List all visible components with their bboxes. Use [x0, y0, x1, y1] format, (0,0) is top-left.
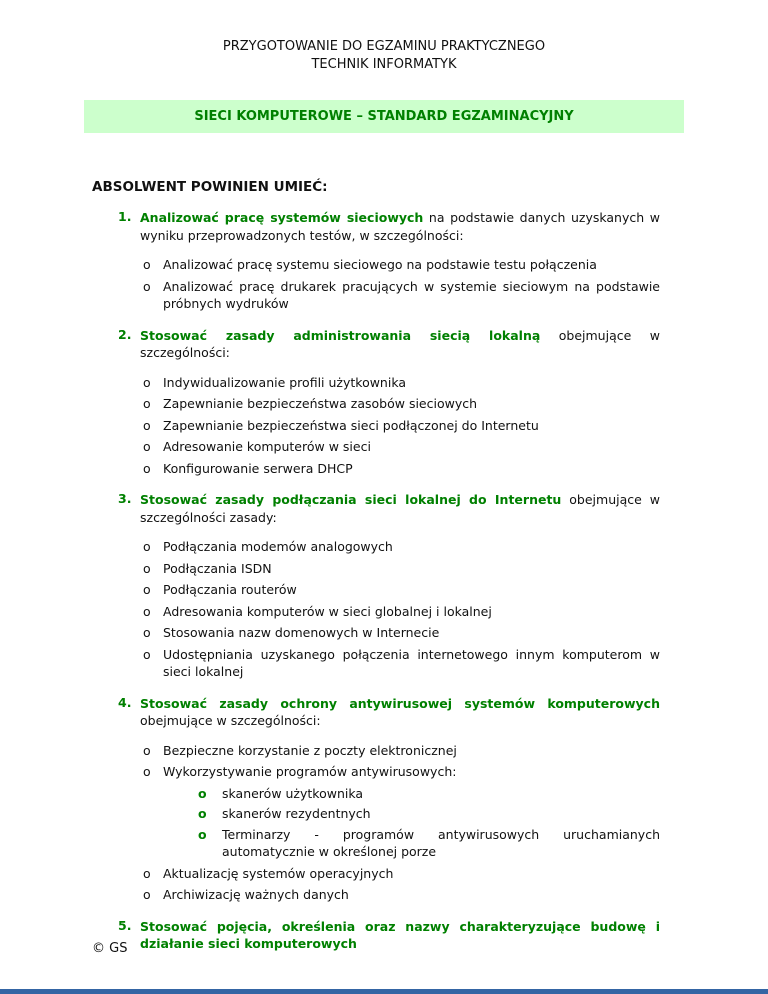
bullet-marker: o [143, 582, 151, 597]
bullet-marker: o [143, 257, 151, 272]
bullet-item [92, 256, 660, 274]
bullet-text: Aktualizację systemów operacyjnych [163, 865, 394, 881]
bullet-marker: o [143, 396, 151, 411]
sub-bullet-item [92, 785, 660, 803]
bullet-text: Indywidualizowanie profili użytkownika [163, 374, 407, 390]
sub-bullet-text: skanerów rezydentnych [222, 806, 371, 821]
bullet-text: Zapewnianie bezpieczeństwa sieci podłączonej do Internetu [163, 417, 539, 433]
sub-bullet-marker: o [198, 806, 207, 821]
bullet-text: Archiwizację ważnych danych [163, 887, 349, 902]
bullet-marker: o [143, 374, 151, 390]
bullet-text: Podłączania modemów analogowych [163, 539, 393, 554]
bullet-marker: o [143, 439, 151, 454]
doc-header-line1: PRZYGOTOWANIE DO EGZAMINU PRAKTYCZNEGO [222, 39, 546, 54]
bullet-item [92, 438, 660, 456]
item-lead: Stosować zasady podłączania sieci lokalnej do Internetu [140, 492, 562, 507]
exam-banner [84, 100, 684, 133]
bullet-item [92, 460, 660, 478]
list-item [92, 695, 660, 730]
bullet-item [92, 417, 660, 435]
bullet-item [92, 763, 660, 781]
list-item [92, 491, 660, 526]
bullet-marker: o [143, 764, 151, 779]
bullet-text: Bezpieczne korzystanie z poczty elektronicznej [163, 742, 457, 758]
item-rest: na podstawie danych uzyskanych w wyniku przeprowadzonych testów, w szczególności: [140, 210, 660, 243]
requirements-list [92, 209, 660, 953]
bullet-item [92, 538, 660, 556]
bullet-item [92, 581, 660, 599]
item-text [140, 209, 660, 244]
bullet-text: Analizować pracę drukarek pracujących w systemie sieciowym na podstawie próbnych wydruków [163, 278, 660, 311]
bullet-text: Analizować pracę systemu sieciowego na podstawie testu połączenia [163, 257, 597, 272]
bullet-item [92, 278, 660, 313]
bullet-text: Udostępniania uzyskanego połączenia internetowego innym komputerom w sieci lokalnej [163, 646, 660, 679]
bullet-item [92, 603, 660, 621]
bullet-text: Podłączania routerów [163, 582, 297, 597]
bullet-text: Konfigurowanie serwera DHCP [163, 460, 353, 476]
bullet-text: Zapewnianie bezpieczeństwa zasobów sieciowych [163, 396, 478, 411]
list-item [92, 327, 660, 362]
item-lead: Stosować zasady administrowania siecią lokalną [140, 327, 541, 343]
bullet-marker: o [143, 539, 151, 554]
footer-copyright: © GS [92, 941, 128, 956]
item-rest: obejmujące w szczególności: [140, 327, 660, 360]
item-text [140, 491, 660, 526]
sub-bullet-item [92, 805, 660, 823]
section-heading: ABSOLWENT POWINIEN UMIEĆ: [92, 179, 328, 195]
bullet-marker: o [143, 417, 151, 433]
sub-bullet-marker: o [198, 785, 207, 801]
item-number: 2. [118, 326, 132, 342]
item-text [140, 327, 660, 362]
sub-bullet-text: Terminarzy - programów antywirusowych uruchamianych automatycznie w określonej porze [222, 826, 660, 859]
item-lead: Stosować pojęcia, określenia oraz nazwy charakteryzujące budowę i działanie sieci komputerowych [140, 918, 660, 951]
bullet-marker: o [143, 278, 151, 294]
item-number: 5. [118, 917, 132, 933]
document-header [0, 0, 768, 74]
bullet-marker: o [143, 625, 151, 640]
item-rest: obejmujące w szczególności zasady: [140, 492, 660, 525]
bullet-marker: o [143, 460, 151, 476]
sub-bullet-marker: o [198, 826, 207, 842]
bullet-marker: o [143, 560, 151, 576]
bullet-marker: o [143, 646, 151, 662]
doc-header-line2: TECHNIK INFORMATYK [311, 57, 457, 72]
bullet-text: Adresowania komputerów w sieci globalnej i lokalnej [163, 603, 492, 619]
item-rest: obejmujące w szczególności: [140, 713, 321, 728]
bullet-marker: o [143, 742, 151, 758]
bullet-marker: o [143, 887, 151, 902]
bullet-marker: o [143, 865, 151, 881]
bullet-item [92, 865, 660, 883]
window-bottom-edge [0, 989, 768, 994]
bullet-text: Wykorzystywanie programów antywirusowych: [163, 764, 457, 779]
bullet-marker: o [143, 603, 151, 619]
item-number: 3. [118, 491, 132, 506]
banner-title: SIECI KOMPUTEROWE – STANDARD EGZAMINACYJNY [194, 109, 574, 124]
bullet-text: Adresowanie komputerów w sieci [163, 439, 371, 454]
item-number: 4. [118, 694, 132, 710]
sub-bullet-text: skanerów użytkownika [222, 785, 364, 801]
bullet-item [92, 742, 660, 760]
bullet-item [92, 374, 660, 392]
list-item [92, 209, 660, 244]
item-text [140, 918, 660, 953]
item-number: 1. [118, 209, 132, 224]
item-lead: Stosować zasady ochrony antywirusowej systemów komputerowych [140, 695, 660, 711]
bullet-item [92, 395, 660, 413]
bullet-text: Podłączania ISDN [163, 560, 272, 576]
bullet-text: Stosowania nazw domenowych w Internecie [163, 625, 440, 640]
bullet-item [92, 560, 660, 578]
document-content [0, 179, 768, 953]
bullet-item [92, 646, 660, 681]
sub-bullet-item [92, 826, 660, 861]
list-item [92, 918, 660, 953]
item-lead: Analizować pracę systemów sieciowych [140, 210, 424, 225]
item-text [140, 695, 660, 730]
bullet-item [92, 624, 660, 642]
bullet-item [92, 886, 660, 904]
